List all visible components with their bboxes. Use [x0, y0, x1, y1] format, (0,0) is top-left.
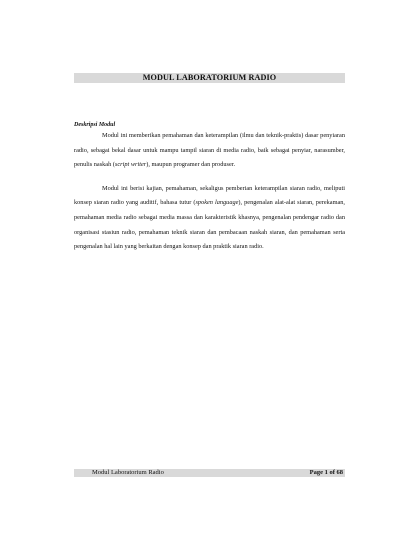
section-heading: Deskripsi Modul [74, 122, 116, 128]
document-body [74, 121, 345, 255]
footer-module-name: Modul Laboratorium Radio [92, 469, 164, 476]
paragraph-2-text-b: ), pengenalan alat-alat siaran, perekaman, pemahaman media radio sebagai media massa dan karakteristik khasnya, pengenalan pendengar radio dan organisasi stasiun radio, pemahaman teknik siaran dan pembacaan naskah siaran, dan pemahaman serta pengenalan hal lain yang berkaitan dengan konsep dan praktik siaran radio. [74, 199, 345, 251]
paragraph-2-text-a: Modul ini berisi kajian, pemahaman, sekaligus pemberian keterampilan siaran radio, meliputi konsep siaran radio yang auditif, bahasa tutur ( [74, 184, 345, 207]
paragraph-1 [74, 129, 345, 173]
paragraph-1-italic: script writer [114, 161, 147, 169]
paragraph-1-text-b: ), maupun programer dan produser. [146, 161, 236, 169]
page-indicator [310, 469, 343, 477]
page-prefix: Page [309, 469, 325, 476]
paragraph-2 [74, 182, 345, 255]
document-title: MODUL LABORATORIUM RADIO [74, 73, 345, 83]
page-of: of [327, 469, 337, 476]
paragraph-2-italic: spoken language [195, 199, 239, 207]
page-current: 1 [324, 469, 328, 476]
paragraph-1-text-a: Modul ini memberikan pemahaman dan keterampilan (ilmu dan teknik-praktis) dasar penyiaran radio, sebagai bekal dasar untuk mampu tampil siaran di media radio, baik sebagai penyiar, narasumber, penulis naskah ( [74, 132, 345, 169]
page-footer [74, 469, 345, 477]
page-total: 68 [336, 469, 343, 476]
